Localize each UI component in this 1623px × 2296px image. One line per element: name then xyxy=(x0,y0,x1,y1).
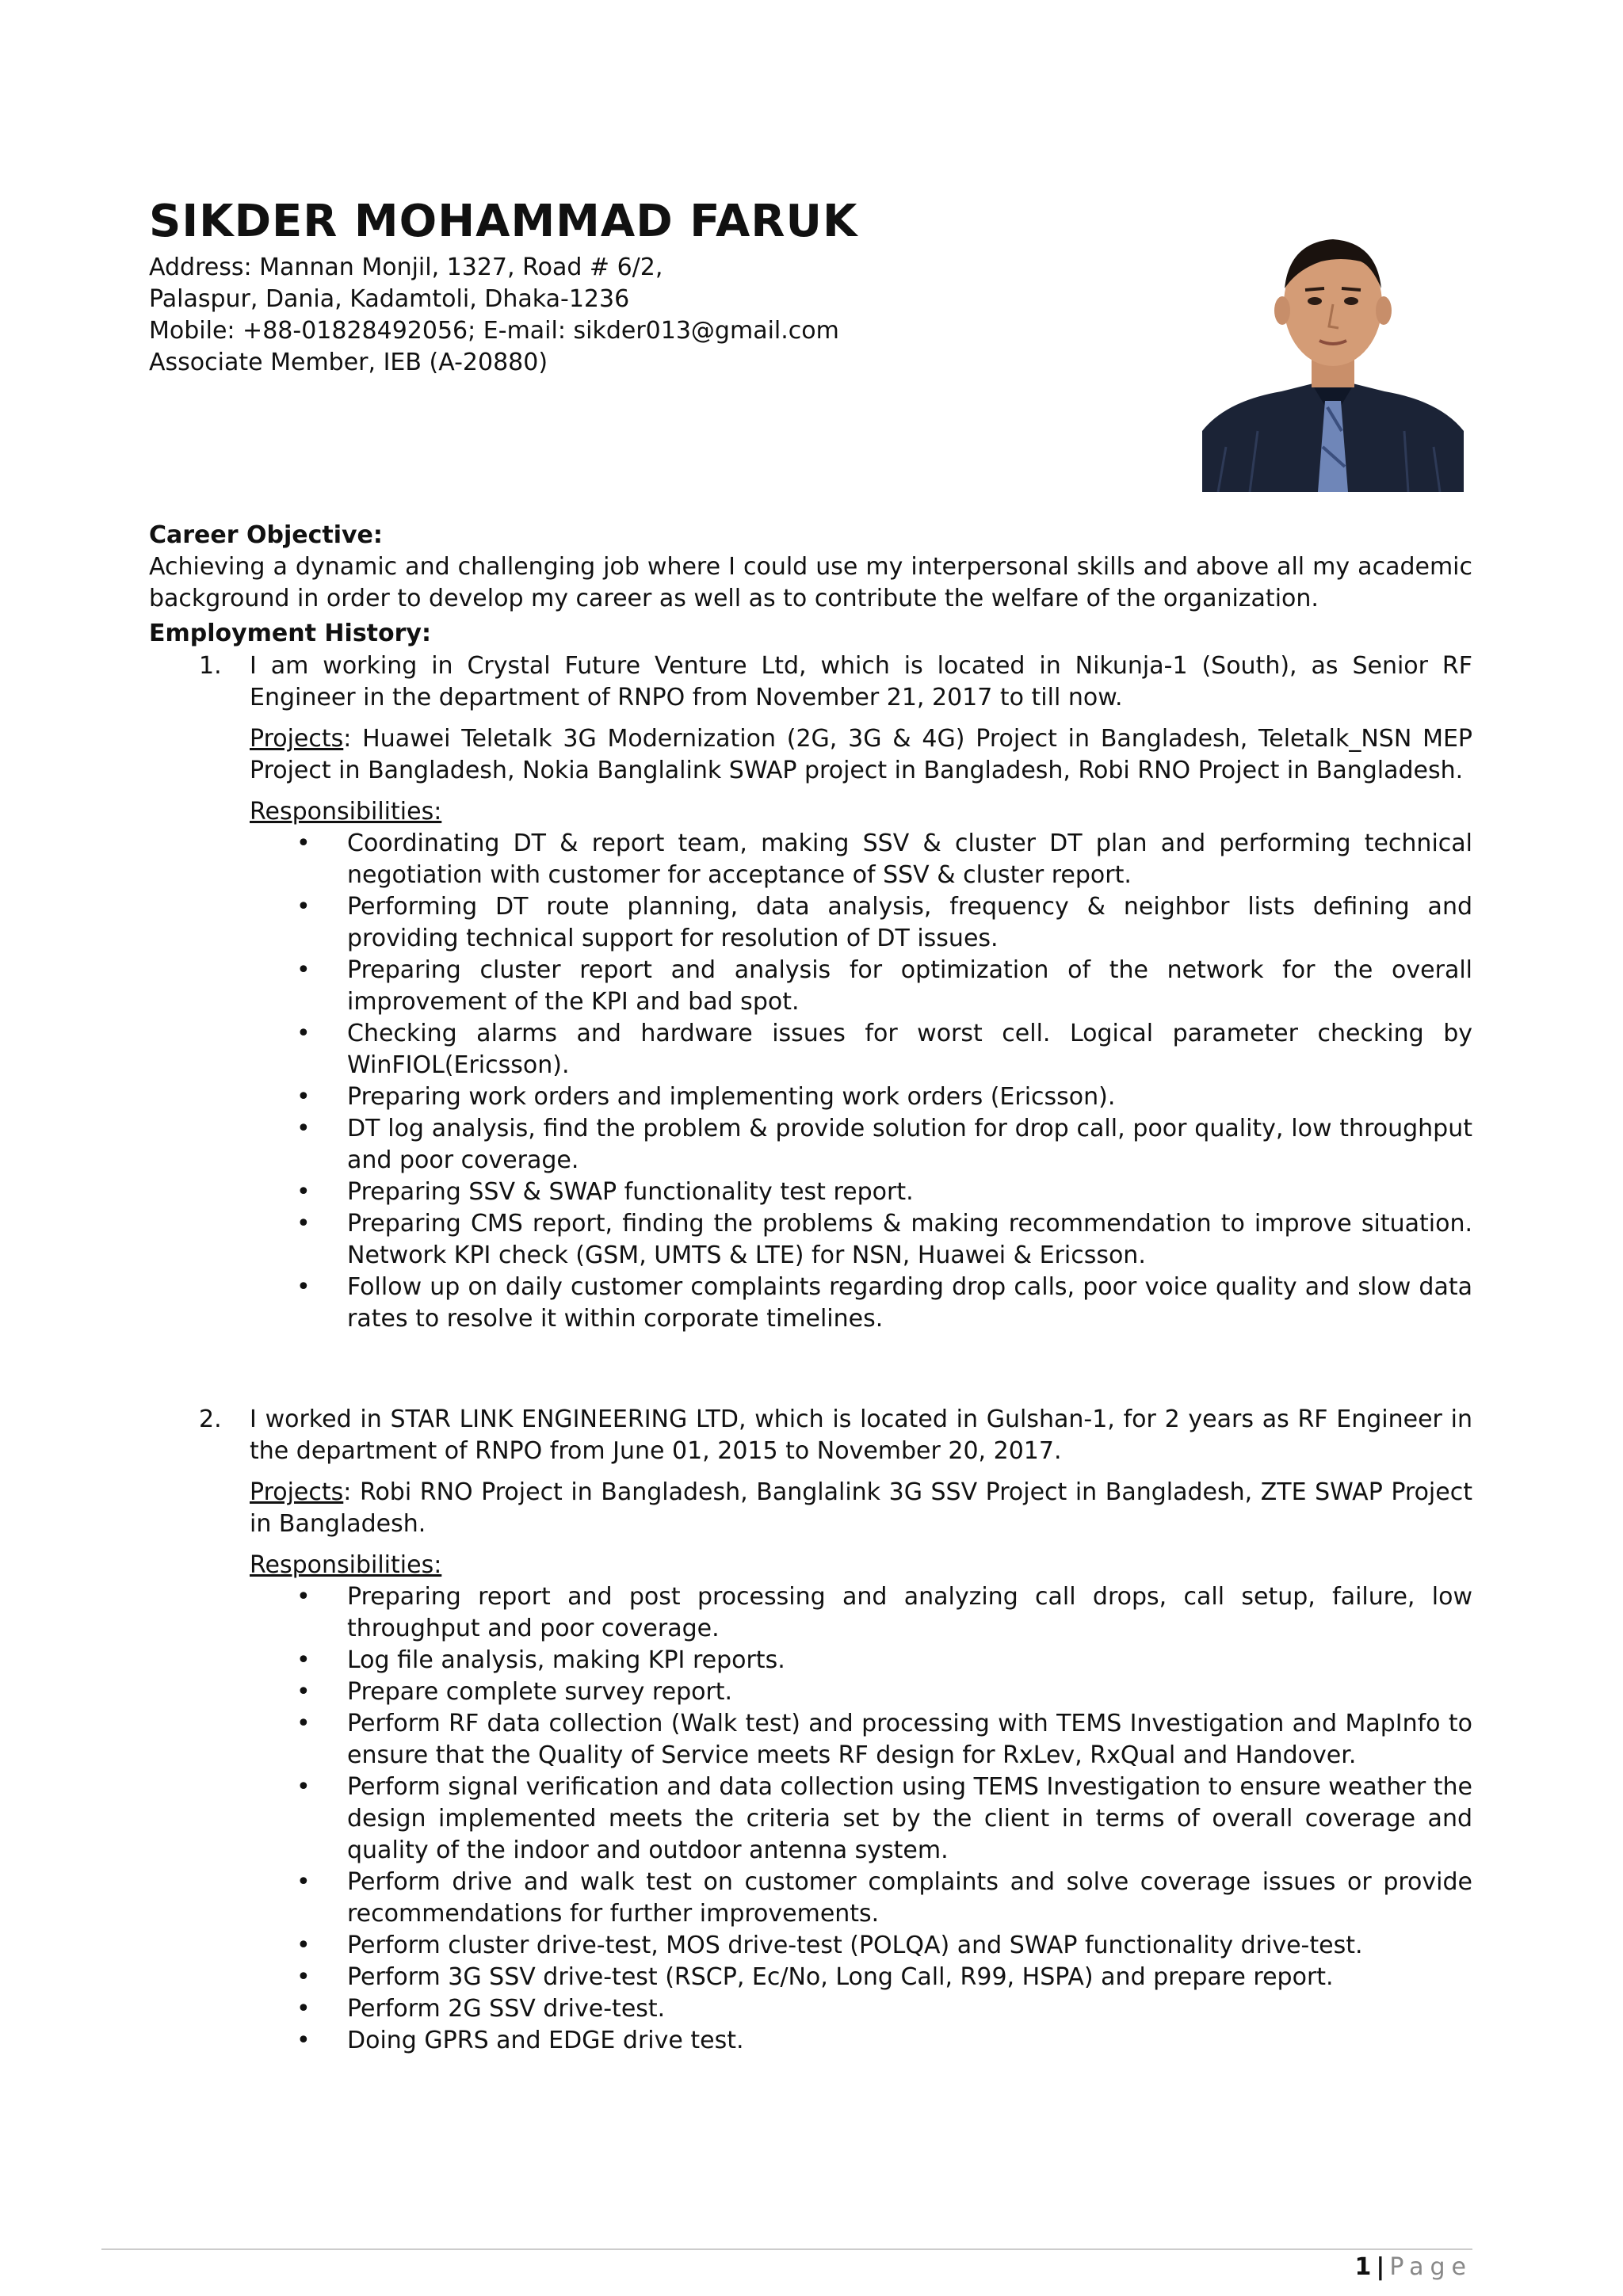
portrait-illustration xyxy=(1202,193,1464,492)
job-entry-1 xyxy=(149,650,1472,1335)
footer-divider xyxy=(101,2248,1472,2250)
responsibility-item: • Preparing work orders and implementing work orders (Ericsson). xyxy=(149,1081,1472,1113)
bullet-icon: • xyxy=(296,2027,311,2054)
responsibility-item: • Doing GPRS and EDGE drive test. xyxy=(149,2025,1472,2057)
job-summary xyxy=(149,650,1472,714)
job-summary-text: I worked in STAR LINK ENGINEERING LTD, which is located in Gulshan-1, for 2 years as RF Engineer in the department of RNPO from June 01, 2015 to November 20, 2017. xyxy=(250,1405,1472,1465)
employment-history-section xyxy=(149,618,1472,650)
bullet-icon: • xyxy=(296,1115,311,1142)
career-objective-section xyxy=(149,520,1472,615)
bullet-icon: • xyxy=(296,956,311,984)
bullet-icon: • xyxy=(296,1020,311,1047)
bullet-icon: • xyxy=(296,1210,311,1238)
bullet-icon: • xyxy=(296,830,311,857)
page-number: 1 xyxy=(1354,2253,1372,2281)
job-number: 1. xyxy=(199,652,222,680)
bullet-icon: • xyxy=(296,1963,311,1991)
responsibility-item: • Prepare complete survey report. xyxy=(149,1676,1472,1708)
bullet-icon: • xyxy=(296,1710,311,1737)
bullet-icon: • xyxy=(296,1868,311,1896)
responsibility-item: • Follow up on daily customer complaints regarding drop calls, poor voice quality and slow data rates to resolve it within corporate timelines. xyxy=(296,1273,1472,1333)
responsibility-item: • Performing DT route planning, data analysis, frequency & neighbor lists defining and providing technical support for resolution of DT issues. xyxy=(296,893,1472,952)
job-summary xyxy=(149,1404,1472,1467)
address-line-2: Palaspur, Dania, Kadamtoli, Dhaka-1236 xyxy=(149,285,630,313)
employment-history-heading: Employment History: xyxy=(149,620,431,647)
bullet-icon: • xyxy=(296,1083,311,1111)
bullet-icon: • xyxy=(296,1932,311,1959)
projects-text: : Robi RNO Project in Bangladesh, Banglalink 3G SSV Project in Bangladesh, ZTE SWAP Project in Bangladesh. xyxy=(250,1478,1472,1538)
responsibility-item: • Perform drive and walk test on customer complaints and solve coverage issues or provide recommendations for further improvements. xyxy=(296,1868,1472,1928)
job-number: 2. xyxy=(199,1405,222,1433)
bullet-icon: • xyxy=(296,1995,311,2023)
responsibility-item: • Preparing SSV & SWAP functionality test report. xyxy=(149,1177,1472,1208)
projects-label: Projects xyxy=(250,725,344,753)
responsibility-item: • Preparing CMS report, finding the problems & making recommendation to improve situation. Network KPI check (GSM, UMTS & LTE) for NSN, Huawei & Ericsson. xyxy=(296,1210,1472,1269)
contact-block xyxy=(149,252,1100,379)
job-entry-2 xyxy=(149,1404,1472,2057)
address-line-1: Address: Mannan Monjil, 1327, Road # 6/2, xyxy=(149,254,663,281)
page-footer xyxy=(1355,2250,1472,2285)
bullet-icon: • xyxy=(296,1646,311,1674)
responsibility-item: • DT log analysis, find the problem & provide solution for drop call, poor quality, low throughput and poor coverage. xyxy=(296,1115,1472,1174)
bullet-icon: • xyxy=(296,1583,311,1611)
responsibilities-label: Responsibilities: xyxy=(250,1551,442,1579)
bullet-icon: • xyxy=(296,1273,311,1301)
responsibility-item: • Perform signal verification and data collection using TEMS Investigation to ensure weather the design implemented meets the criteria set by the client in terms of overall coverage and quality of the indoor and outdoor antenna system. xyxy=(296,1773,1472,1864)
responsibility-item: • Perform RF data collection (Walk test) and processing with TEMS Investigation and MapInfo to ensure that the Quality of Service meets RF design for RxLev, RxQual and Handover. xyxy=(296,1710,1472,1769)
candidate-name: SIKDER MOHAMMAD FARUK xyxy=(149,196,858,247)
membership-line: Associate Member, IEB (A-20880) xyxy=(149,349,548,376)
projects-text: : Huawei Teletalk 3G Modernization (2G, 3G & 4G) Project in Bangladesh, Teletalk_NSN MEP Project in Bangladesh, Nokia Banglalink SWAP project in Bangladesh, Robi RNO Project in Bangladesh. xyxy=(250,725,1472,784)
responsibilities-list xyxy=(149,828,1472,1335)
responsibilities-label: Responsibilities: xyxy=(250,798,442,826)
bullet-icon: • xyxy=(296,1773,311,1801)
responsibility-item: • Perform cluster drive-test, MOS drive-test (POLQA) and SWAP functionality drive-test. xyxy=(149,1930,1472,1962)
responsibility-item: • Preparing report and post processing and analyzing call drops, call setup, failure, low throughput and poor coverage. xyxy=(296,1583,1472,1642)
bullet-icon: • xyxy=(296,1678,311,1706)
responsibility-item: • Log file analysis, making KPI reports. xyxy=(149,1645,1472,1676)
projects-label: Projects xyxy=(250,1478,344,1506)
responsibility-item: • Perform 3G SSV drive-test (RSCP, Ec/No, Long Call, R99, HSPA) and prepare report. xyxy=(149,1962,1472,1993)
bullet-icon: • xyxy=(296,893,311,921)
bullet-icon: • xyxy=(296,1178,311,1206)
career-objective-text: Achieving a dynamic and challenging job where I could use my interpersonal skills and above all my academic background in order to develop my career as well as to contribute the welfare of the organization. xyxy=(149,553,1472,612)
responsibility-item: • Coordinating DT & report team, making SSV & cluster DT plan and performing technical negotiation with customer for acceptance of SSV & cluster report. xyxy=(296,830,1472,889)
projects-line xyxy=(149,1477,1472,1540)
responsibility-item: • Preparing cluster report and analysis for optimization of the network for the overall improvement of the KPI and bad spot. xyxy=(296,956,1472,1016)
page-label: Page xyxy=(1389,2253,1472,2281)
mobile-email-line: Mobile: +88-01828492056; E-mail: sikder013@gmail.com xyxy=(149,317,839,345)
profile-photo xyxy=(1202,193,1464,492)
projects-line xyxy=(149,723,1472,787)
responsibilities-list xyxy=(149,1581,1472,2057)
job-summary-text: I am working in Crystal Future Venture Ltd, which is located in Nikunja-1 (South), as Senior RF Engineer in the department of RNPO from November 21, 2017 to till now. xyxy=(250,652,1472,711)
responsibility-item: • Checking alarms and hardware issues for worst cell. Logical parameter checking by WinFIOL(Ericsson). xyxy=(296,1020,1472,1079)
responsibility-item: • Perform 2G SSV drive-test. xyxy=(149,1993,1472,2025)
career-objective-heading: Career Objective: xyxy=(149,521,383,549)
page-separator: | xyxy=(1376,2253,1385,2281)
